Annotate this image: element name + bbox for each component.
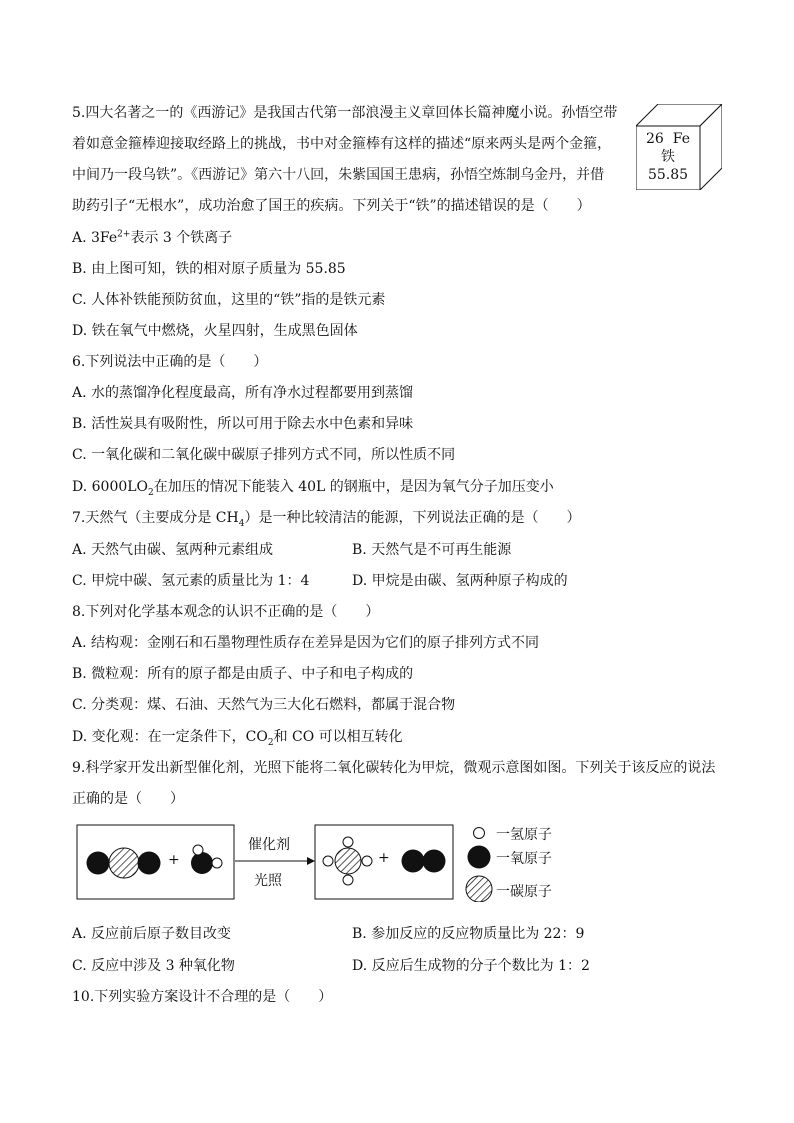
q9-option-c: C. 反应中涉及 3 种氧化物: [72, 958, 235, 974]
q7-option-b: B. 天然气是不可再生能源: [352, 542, 512, 558]
plus-sign-reactants: +: [168, 852, 180, 868]
q9-option-d: D. 反应后生成物的分子个数比为 1：2: [352, 958, 590, 974]
atomic-mass: 55.85: [647, 167, 689, 183]
co2-oxygen-atom-right: [138, 852, 161, 875]
co2-oxygen-atom-left: [87, 852, 110, 875]
q6-stem: 6.下列说法中正确的是（ ）: [72, 354, 268, 370]
q5-option-a: A. $3Fe^{2+}$表示 3 个铁离子: [72, 229, 233, 246]
h2o-oxygen-atom: [191, 852, 213, 874]
q5-stem-line-3: 中间乃一段乌铁”。《西游记》第六十八回，朱紫国国王患病，孙悟空炼制乌金丹，并借: [72, 167, 605, 183]
q8-stem: 8.下列对化学基本观念的认识不正确的是（ ）: [72, 604, 380, 620]
iron-element-card-text: [636, 130, 700, 184]
q9-stem-line-1: 9.科学家开发出新型催化剂，光照下能将二氧化碳转化为甲烷，微观示意图如图。下列关于该反应的说法: [72, 760, 716, 776]
q6-option-b: B. 活性炭具有吸附性，所以可用于除去水中色素和异味: [72, 416, 414, 432]
o2-oxygen-atom-left: [402, 850, 425, 873]
ch4-hydrogen-atom-top: [343, 837, 353, 847]
q7-option-d: D. 甲烷是由碳、氢两种原子构成的: [352, 573, 568, 589]
ch4-hydrogen-atom-right: [362, 856, 372, 866]
q6-option-d: D. $6000LO_2$在加压的情况下能装入 40L 的钢瓶中，是因为氧气分子加压变小: [72, 479, 554, 498]
q9-stem-line-2: 正确的是（ ）: [72, 791, 184, 807]
q8-option-b: B. 微粒观：所有的原子都是由质子、中子和电子构成的: [72, 666, 414, 682]
q6-option-a: A. 水的蒸馏净化程度最高，所有净水过程都要用到蒸馏: [72, 385, 414, 401]
q8-option-a: A. 结构观：金刚石和石墨物理性质存在差异是因为它们的原子排列方式不同: [72, 635, 540, 651]
legend-carbon-symbol: [466, 876, 492, 902]
legend-oxygen-label: 一氧原子: [496, 851, 552, 867]
q8-option-d: D. 变化观：在一定条件下，$CO_2$和 CO 可以相互转化: [72, 729, 403, 748]
q7-stem: 7.天然气（主要成分是 $CH_4$）是一种比较清洁的能源，下列说法正确的是（ ）: [72, 510, 581, 529]
catalyst-label: 催化剂: [248, 837, 290, 853]
ch4-hydrogen-atom-left: [323, 856, 333, 866]
legend-oxygen-symbol: [468, 846, 491, 869]
q5-option-c: C. 人体补铁能预防贫血，这里的“铁”指的是铁元素: [72, 292, 386, 308]
q7-option-c: C. 甲烷中碳、氢元素的质量比为 1：4: [72, 573, 310, 589]
light-label: 光照: [254, 873, 282, 889]
q9-option-b: B. 参加反应的反应物质量比为 22：9: [352, 926, 585, 942]
plus-sign-products: +: [378, 850, 390, 866]
legend-hydrogen-label: 一氢原子: [496, 827, 552, 843]
reaction-arrow-head: [307, 857, 315, 865]
q5-option-d: D. 铁在氧气中燃烧，火星四射，生成黑色固体: [72, 323, 358, 339]
element-name: 铁: [661, 149, 675, 165]
q5-stem-line-2: 着如意金箍棒迎接取经路上的挑战，书中对金箍棒有这样的描述“原来两头是两个金箍，: [72, 136, 612, 152]
q9-option-a: A. 反应前后原子数目改变: [72, 926, 232, 942]
co2-carbon-atom: [109, 848, 139, 878]
q6-option-c: C. 一氧化碳和二氧化碳中碳原子排列方式不同，所以性质不同: [72, 447, 456, 463]
reaction-diagram: [72, 822, 592, 902]
h2o-hydrogen-atom-top: [193, 845, 203, 855]
o2-oxygen-atom-right: [423, 850, 446, 873]
q7-option-a: A. 天然气由碳、氢两种元素组成: [72, 542, 274, 558]
q5-stem-line-4: 助药引子“无根水”，成功治愈了国王的疾病。下列关于“铁”的描述错误的是（ ）: [72, 198, 591, 214]
legend-hydrogen-symbol: [474, 828, 485, 839]
q5-option-b: B. 由上图可知，铁的相对原子质量为 55.85: [72, 261, 346, 277]
legend-carbon-label: 一碳原子: [496, 884, 552, 900]
atomic-number: 26: [646, 131, 664, 147]
ch4-carbon-atom: [335, 848, 361, 874]
q10-stem: 10.下列实验方案设计不合理的是（ ）: [72, 989, 333, 1005]
q8-option-c: C. 分类观：煤、石油、天然气为三大化石燃料，都属于混合物: [72, 697, 456, 713]
h2o-hydrogen-atom-right: [212, 858, 222, 868]
ch4-hydrogen-atom-bottom: [343, 875, 353, 885]
element-symbol: Fe: [672, 131, 690, 147]
q5-stem-line-1: 5.四大名著之一的《西游记》是我国古代第一部浪漫主义章回体长篇神魔小说。孙悟空带: [72, 105, 618, 121]
